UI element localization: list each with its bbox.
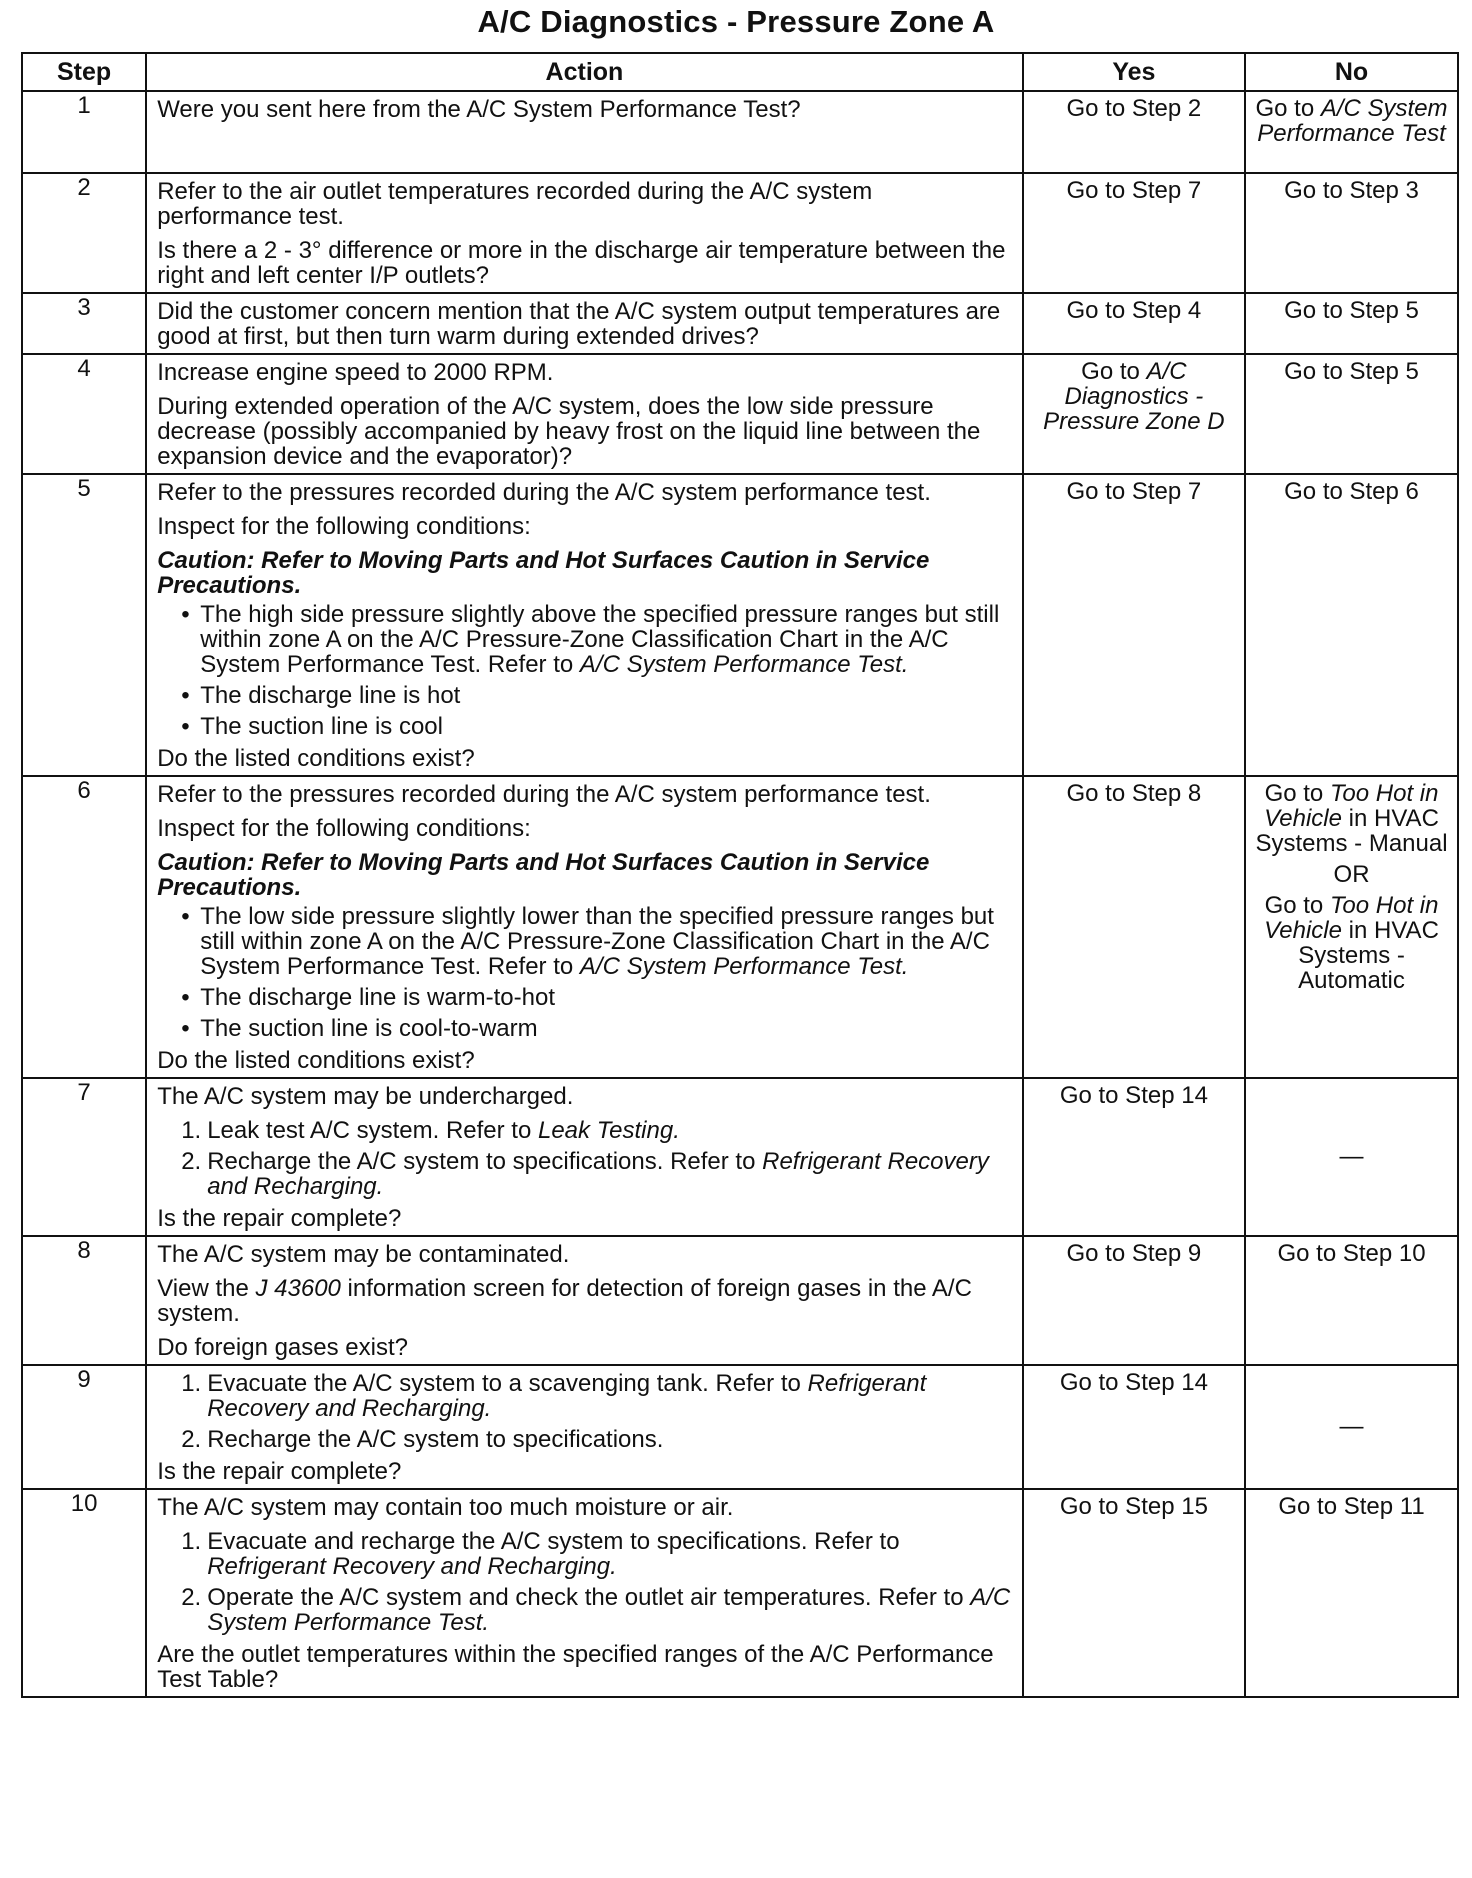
- step-number: 4: [22, 354, 146, 474]
- step-number: 6: [22, 776, 146, 1078]
- question: Were you sent here from the A/C System Performance Test?: [157, 96, 801, 123]
- item-text: Evacuate and recharge the A/C system to specifications. Refer to: [207, 1528, 900, 1555]
- no-reference: A/C System Performance Test: [1257, 95, 1448, 147]
- no-prefix: Go to: [1255, 95, 1321, 122]
- instruction: Inspect for the following conditions:: [157, 513, 531, 540]
- step-row-4: [22, 354, 1458, 474]
- tool-reference: J 43600: [255, 1275, 341, 1302]
- item-reference: Refrigerant Recovery and Recharging.: [207, 1148, 989, 1200]
- item-reference: A/C System Performance Test.: [579, 953, 909, 980]
- step-number: 2: [22, 173, 146, 293]
- yes-result: Go to Step 14: [1023, 1365, 1245, 1489]
- no-result: Go to Step 11: [1245, 1489, 1458, 1697]
- option-prefix: Go to: [1264, 892, 1330, 919]
- question: During extended operation of the A/C system, does the low side pressure decrease (possibly accompanied by heavy frost on the liquid line between the expansion device and the evaporator)?: [157, 393, 981, 470]
- yes-result: Go to Step 9: [1023, 1236, 1245, 1365]
- table-header-row: [22, 53, 1458, 91]
- no-result: [1245, 776, 1458, 1078]
- question: Do the listed conditions exist?: [157, 745, 475, 772]
- instruction: Refer to the pressures recorded during the A/C system performance test.: [157, 781, 931, 808]
- yes-prefix: Go to: [1081, 358, 1147, 385]
- header-step: Step: [22, 53, 146, 91]
- step-action: [146, 293, 1023, 354]
- item-number: 1.: [181, 1528, 202, 1555]
- page-title: A/C Diagnostics - Pressure Zone A: [477, 4, 995, 39]
- step-action: [146, 1365, 1023, 1489]
- step-action: [146, 173, 1023, 293]
- yes-reference: A/C Diagnostics - Pressure Zone D: [1043, 358, 1225, 435]
- diagnostic-table: [21, 52, 1459, 1698]
- item-number: 2.: [181, 1584, 202, 1611]
- option-reference: Too Hot in Vehicle: [1264, 780, 1439, 832]
- step-row-1: [22, 91, 1458, 173]
- step-number: 7: [22, 1078, 146, 1236]
- option-prefix: Go to: [1264, 780, 1330, 807]
- list-item: • The discharge line is warm-to-hot: [181, 985, 1012, 1010]
- question: Do foreign gases exist?: [157, 1334, 408, 1361]
- item-text: The low side pressure slightly lower than the specified pressure ranges but still within zone A on the A/C Pressure-Zone Classification Chart in the A/C System Performance Test. Refer to: [200, 903, 994, 980]
- condition-list: [157, 904, 1012, 1041]
- instruction: The A/C system may be contaminated.: [157, 1241, 570, 1268]
- item-number: 2.: [181, 1148, 202, 1175]
- procedure-list: [157, 1529, 1012, 1635]
- step-number: 5: [22, 474, 146, 776]
- list-item: [181, 904, 1012, 979]
- instruction: [157, 1276, 1012, 1326]
- step-number: 3: [22, 293, 146, 354]
- yes-result: Go to Step 14: [1023, 1078, 1245, 1236]
- step-action: [146, 776, 1023, 1078]
- step-row-8: [22, 1236, 1458, 1365]
- option-reference: Too Hot in Vehicle: [1264, 892, 1439, 944]
- question: Is there a 2 - 3° difference or more in the discharge air temperature between the right and left center I/P outlets?: [157, 237, 1006, 289]
- item-text: Operate the A/C system and check the outlet air temperatures. Refer to: [207, 1584, 971, 1611]
- step-action: [146, 1236, 1023, 1365]
- item-text: Evacuate the A/C system to a scavenging tank. Refer to: [207, 1370, 808, 1397]
- no-result: —: [1245, 1365, 1458, 1489]
- list-item: [181, 1585, 1012, 1635]
- step-row-9: [22, 1365, 1458, 1489]
- yes-result: Go to Step 2: [1023, 91, 1245, 173]
- step-number: 1: [22, 91, 146, 173]
- item-text: The high side pressure slightly above the specified pressure ranges but still within zone A on the A/C Pressure-Zone Classification Chart in the A/C System Performance Test. Refer to: [200, 601, 1000, 678]
- instruction: Increase engine speed to 2000 RPM.: [157, 359, 554, 386]
- yes-result: Go to Step 7: [1023, 173, 1245, 293]
- instruction: The A/C system may be undercharged.: [157, 1083, 574, 1110]
- question: Did the customer concern mention that the A/C system output temperatures are good at first, but then turn warm during extended drives?: [157, 298, 1001, 350]
- no-result: Go to Step 5: [1245, 354, 1458, 474]
- step-action: [146, 91, 1023, 173]
- no-option-automatic: [1250, 893, 1453, 993]
- procedure-list: [157, 1371, 1012, 1452]
- no-result: Go to Step 10: [1245, 1236, 1458, 1365]
- step-number: 10: [22, 1489, 146, 1697]
- item-number: 1.: [181, 1117, 202, 1144]
- no-result: Go to Step 3: [1245, 173, 1458, 293]
- question: Is the repair complete?: [157, 1458, 402, 1485]
- instruction: The A/C system may contain too much moisture or air.: [157, 1494, 734, 1521]
- step-row-5: [22, 474, 1458, 776]
- step-number: 8: [22, 1236, 146, 1365]
- item-reference: Leak Testing.: [537, 1117, 680, 1144]
- yes-result: Go to Step 15: [1023, 1489, 1245, 1697]
- list-item: [181, 602, 1012, 677]
- header-no: No: [1245, 53, 1458, 91]
- condition-list: [157, 602, 1012, 739]
- yes-result: [1023, 354, 1245, 474]
- question: Are the outlet temperatures within the specified ranges of the A/C Performance Test Table?: [157, 1641, 994, 1693]
- step-row-10: [22, 1489, 1458, 1697]
- list-item: • The suction line is cool: [181, 714, 1012, 739]
- step-row-2: [22, 173, 1458, 293]
- step-action: [146, 1078, 1023, 1236]
- instruction: Inspect for the following conditions:: [157, 815, 531, 842]
- option-suffix: in HVAC Systems - Manual: [1255, 805, 1448, 857]
- step-row-7: [22, 1078, 1458, 1236]
- item-text: Leak test A/C system. Refer to: [207, 1117, 538, 1144]
- list-item: [181, 1427, 1012, 1452]
- list-item: • The suction line is cool-to-warm: [181, 1016, 1012, 1041]
- list-item: [181, 1118, 1012, 1143]
- yes-result: Go to Step 7: [1023, 474, 1245, 776]
- instruction: Refer to the air outlet temperatures recorded during the A/C system performance test.: [157, 178, 873, 230]
- item-reference: A/C System Performance Test.: [207, 1584, 1011, 1636]
- header-yes: Yes: [1023, 53, 1245, 91]
- question: Is the repair complete?: [157, 1205, 402, 1232]
- no-result: Go to Step 5: [1245, 293, 1458, 354]
- item-number: 2.: [181, 1426, 202, 1453]
- step-action: [146, 354, 1023, 474]
- step-row-3: [22, 293, 1458, 354]
- option-suffix: in HVAC Systems - Automatic: [1298, 917, 1439, 994]
- no-result: [1245, 91, 1458, 173]
- step-action: [146, 1489, 1023, 1697]
- item-reference: Refrigerant Recovery and Recharging.: [207, 1370, 927, 1422]
- list-item: [181, 1371, 1012, 1421]
- item-reference: Refrigerant Recovery and Recharging.: [207, 1553, 617, 1580]
- no-result: —: [1245, 1078, 1458, 1236]
- question: Do the listed conditions exist?: [157, 1047, 475, 1074]
- list-item: [181, 1149, 1012, 1199]
- yes-result: Go to Step 4: [1023, 293, 1245, 354]
- yes-result: Go to Step 8: [1023, 776, 1245, 1078]
- step-action: [146, 474, 1023, 776]
- caution-note: Caution: Refer to Moving Parts and Hot Surfaces Caution in Service Precautions.: [157, 849, 930, 901]
- list-item: • The discharge line is hot: [181, 683, 1012, 708]
- procedure-list: [157, 1118, 1012, 1199]
- text-suffix: information screen for detection of foreign gases in the A/C system.: [157, 1275, 972, 1327]
- text-prefix: View the: [157, 1275, 256, 1302]
- step-row-6: [22, 776, 1458, 1078]
- caution-note: Caution: Refer to Moving Parts and Hot Surfaces Caution in Service Precautions.: [157, 547, 930, 599]
- item-number: 1.: [181, 1370, 202, 1397]
- instruction: Refer to the pressures recorded during the A/C system performance test.: [157, 479, 931, 506]
- step-number: 9: [22, 1365, 146, 1489]
- item-text: Recharge the A/C system to specifications.: [207, 1426, 664, 1453]
- item-text: Recharge the A/C system to specifications. Refer to: [207, 1148, 763, 1175]
- no-option-manual: [1250, 781, 1453, 856]
- no-result: Go to Step 6: [1245, 474, 1458, 776]
- header-action: Action: [146, 53, 1023, 91]
- or-separator: OR: [1333, 861, 1370, 888]
- list-item: [181, 1529, 1012, 1579]
- item-reference: A/C System Performance Test.: [579, 651, 909, 678]
